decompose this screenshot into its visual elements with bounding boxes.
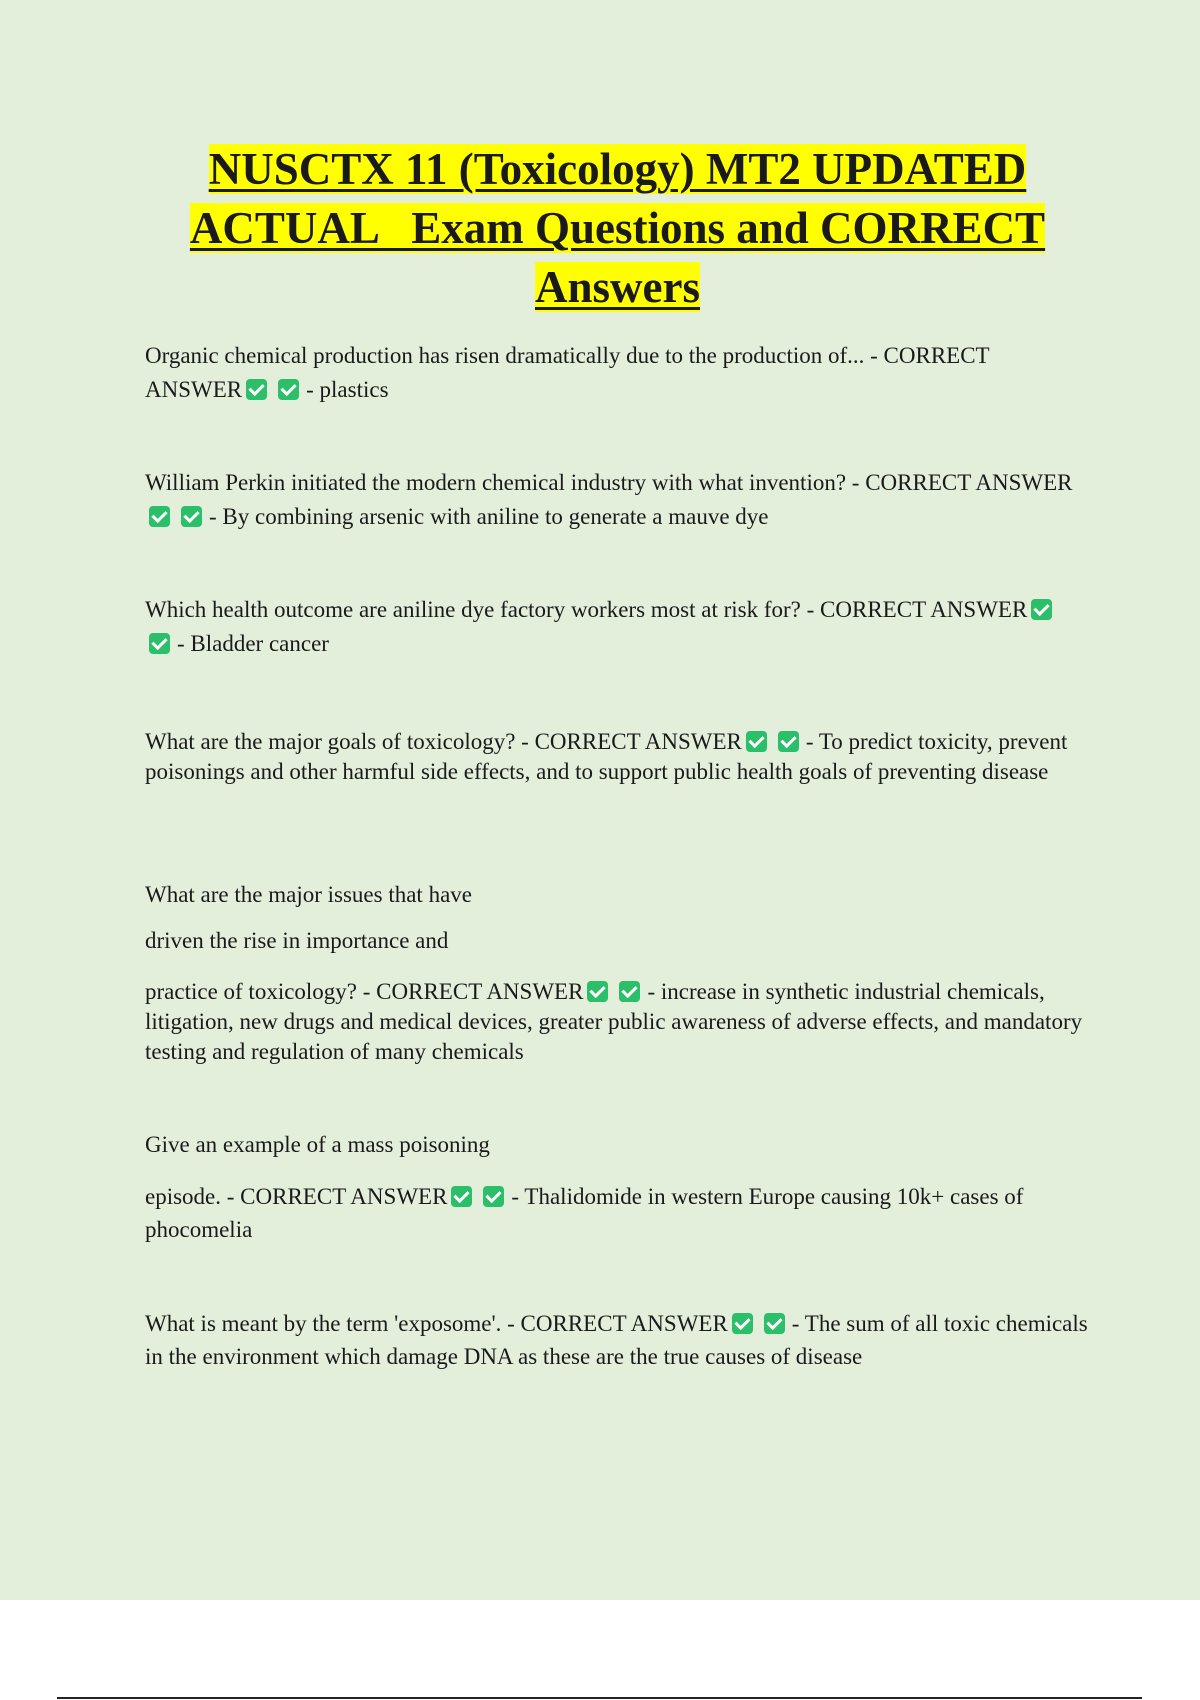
question-text: Which health outcome are aniline dye factory workers most at risk for? - CORRECT ANSWER bbox=[145, 597, 1028, 622]
qa-item-5-line-2: driven the rise in importance and bbox=[145, 928, 449, 953]
question-text: Organic chemical production has risen dramatically due to the production of... - CORRECT ANSWER bbox=[145, 343, 990, 402]
answer-text: - The sum of all toxic chemicals in the environment which damage DNA as these are the true causes of disease bbox=[145, 1311, 1088, 1369]
check-box-icon bbox=[587, 981, 608, 1002]
answer-text: - By combining arsenic with aniline to generate a mauve dye bbox=[209, 504, 769, 529]
check-box-icon bbox=[451, 1186, 472, 1207]
qa-item-4 bbox=[145, 727, 1090, 787]
check-box-icon bbox=[764, 1313, 785, 1334]
qa-item-6 bbox=[145, 1180, 1090, 1246]
check-box-icon bbox=[278, 379, 299, 400]
qa-item-1 bbox=[145, 339, 1090, 407]
question-text: William Perkin initiated the modern chemical industry with what invention? - CORRECT ANSWER bbox=[145, 470, 1073, 495]
title-line-3: Answers bbox=[535, 262, 700, 312]
question-text: What are the major goals of toxicology? - CORRECT ANSWER bbox=[145, 729, 742, 754]
answer-text: - increase in synthetic industrial chemicals, litigation, new drugs and medical devices, greater public awareness of adverse effects, and mandatory testing and regulation of many chemicals bbox=[145, 979, 1083, 1064]
document-title bbox=[130, 140, 1105, 317]
qa-item-6-line-1: Give an example of a mass poisoning bbox=[145, 1132, 490, 1157]
title-line-1: NUSCTX 11 (Toxicology) MT2 UPDATED bbox=[208, 144, 1027, 194]
title-line-2: ACTUAL Exam Questions and CORRECT bbox=[189, 203, 1046, 253]
check-box-icon bbox=[732, 1313, 753, 1334]
check-box-icon bbox=[778, 731, 799, 752]
answer-text: - Bladder cancer bbox=[177, 631, 329, 656]
qa-item-5 bbox=[145, 977, 1090, 1067]
question-text: practice of toxicology? - CORRECT ANSWER bbox=[145, 979, 584, 1004]
check-box-icon bbox=[181, 506, 202, 527]
qa-item-5-line-1: What are the major issues that have bbox=[145, 882, 472, 907]
question-text: episode. - CORRECT ANSWER bbox=[145, 1184, 448, 1209]
qa-item-3 bbox=[145, 593, 1090, 661]
qa-item-7 bbox=[145, 1307, 1090, 1373]
check-box-icon bbox=[483, 1186, 504, 1207]
question-text: What is meant by the term 'exposome'. - CORRECT ANSWER bbox=[145, 1311, 728, 1336]
qa-item-2 bbox=[145, 466, 1090, 534]
check-box-icon bbox=[246, 379, 267, 400]
answer-text: - To predict toxicity, prevent poisonings and other harmful side effects, and to support public health goals of preventing disease bbox=[145, 729, 1068, 784]
check-box-icon bbox=[746, 731, 767, 752]
check-box-icon bbox=[1031, 599, 1052, 620]
check-box-icon bbox=[149, 506, 170, 527]
answer-text: - plastics bbox=[306, 377, 389, 402]
check-box-icon bbox=[149, 633, 170, 654]
answer-text: - Thalidomide in western Europe causing 10k+ cases of phocomelia bbox=[145, 1184, 1024, 1242]
footer-divider bbox=[57, 1697, 1142, 1699]
check-box-icon bbox=[619, 981, 640, 1002]
